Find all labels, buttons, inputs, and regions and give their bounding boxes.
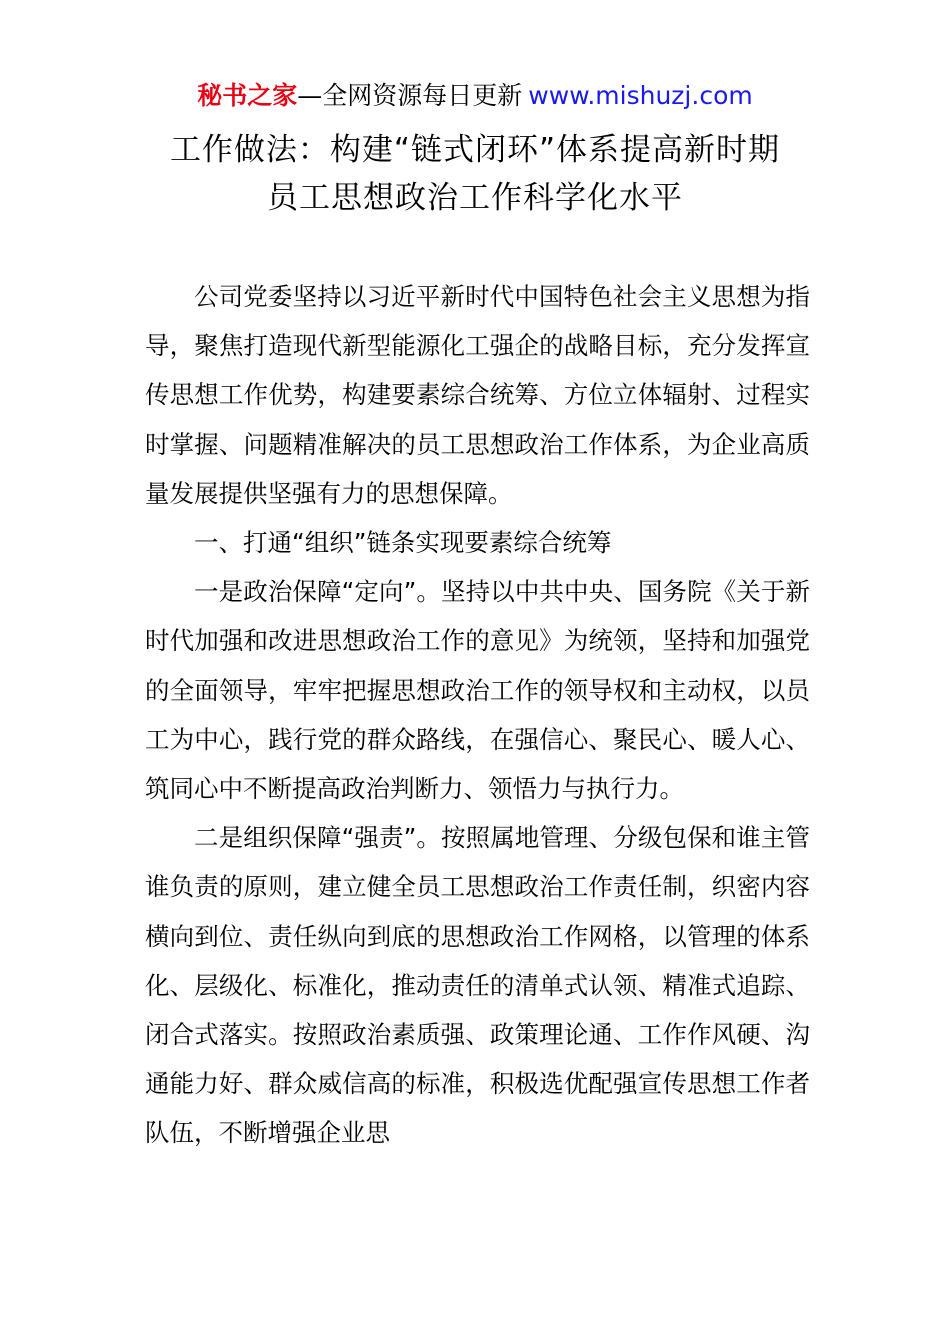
site-url-link[interactable]: www.mishuzj.com [528,81,753,110]
title-line-2: 员工思想政治工作科学化水平 [267,180,683,216]
brand-name: 秘书之家 [197,81,298,110]
site-header [0,80,950,112]
paragraph-organizational-guarantee: 二是组织保障“强责”。按照属地管理、分级包保和谁主管谁负责的原则，建立健全员工思想政治工作责任制，织密内容横向到位、责任纵向到底的思想政治工作网格，以管理的体系化、层级化、标准化，推动责任的清单式认领、精准式追踪、闭合式落实。按照政治素质强、政策理论通、工作作风硬、沟通能力好、群众威信高的标准，积极选优配强宣传思想工作者队伍，不断增强企业思 [145,823,810,1148]
document-title [100,126,850,222]
paragraph-political-guarantee: 一是政治保障“定向”。坚持以中共中央、国务院《关于新时代加强和改进思想政治工作的意见》为统领，坚持和加强党的全面领导，牢牢把握思想政治工作的领导权和主动权，以员工为中心，践行党的群众路线，在强信心、聚民心、暖人心、筑同心中不断提高政治判断力、领悟力与执行力。 [145,577,810,804]
section-heading-1: 一、打通“组织”链条实现要素综合统筹 [194,528,612,558]
document-body [145,272,810,1158]
paragraph-intro: 公司党委坚持以习近平新时代中国特色社会主义思想为指导，聚焦打造现代新型能源化工强企的战略目标，充分发挥宣传思想工作优势，构建要素综合统筹、方位立体辐射、过程实时掌握、问题精准解决的员工思想政治工作体系，为企业高质量发展提供坚强有力的思想保障。 [145,282,810,508]
title-line-1: 工作做法：构建“链式闭环”体系提高新时期 [169,132,781,168]
header-tagline: —全网资源每日更新 [297,81,523,110]
